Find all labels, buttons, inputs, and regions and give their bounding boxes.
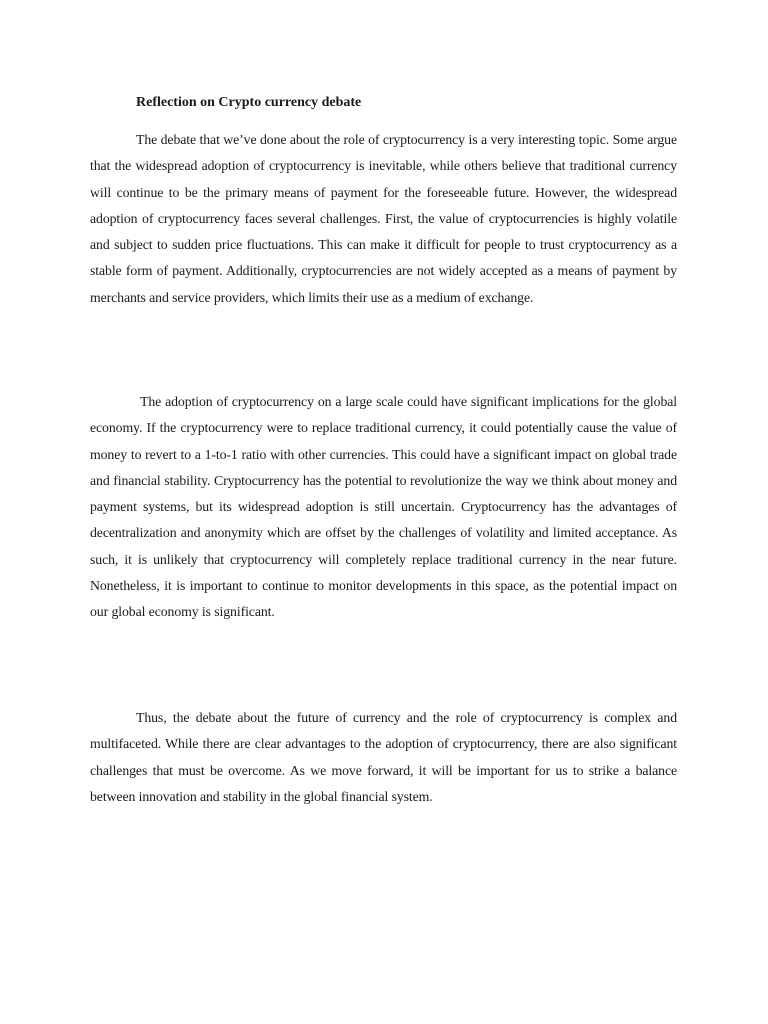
body-paragraph-2: The adoption of cryptocurrency on a large scale could have significant implications for the global economy. If the cryptocurrency were to replace traditional currency, it could potentially cause the value of money to revert to a 1-to-1 ratio with other currencies. This could have a significant impact on global trade and financial stability. Cryptocurrency has the potential to revolutionize the way we think about money and payment systems, but its widespread adoption is still uncertain. Cryptocurrency has the advantages of decentralization and anonymity which are offset by the challenges of volatility and limited acceptance. As such, it is unlikely that cryptocurrency will completely replace traditional currency in the near future. Nonetheless, it is important to continue to monitor developments in this space, as the potential impact on our global economy is significant.: [90, 394, 677, 620]
body-paragraph-3: Thus, the debate about the future of currency and the role of cryptocurrency is complex and multifaceted. While there are clear advantages to the adoption of cryptocurrency, there are also significant challenges that must be overcome. As we move forward, it will be important for us to strike a balance between innovation and stability in the global financial system.: [90, 710, 677, 804]
body-paragraph-1: The debate that we’ve done about the role of cryptocurrency is a very interesting topic. Some argue that the widespread adoption of cryptocurrency is inevitable, while others believe that traditional currency will continue to be the primary means of payment for the foreseeable future. However, the widespread adoption of cryptocurrency faces several challenges. First, the value of cryptocurrencies is highly volatile and subject to sudden price fluctuations. This can make it difficult for people to trust cryptocurrency as a stable form of payment. Additionally, cryptocurrencies are not widely accepted as a means of payment by merchants and service providers, which limits their use as a medium of exchange.: [90, 132, 677, 305]
document-title: Reflection on Crypto currency debate: [136, 95, 362, 110]
